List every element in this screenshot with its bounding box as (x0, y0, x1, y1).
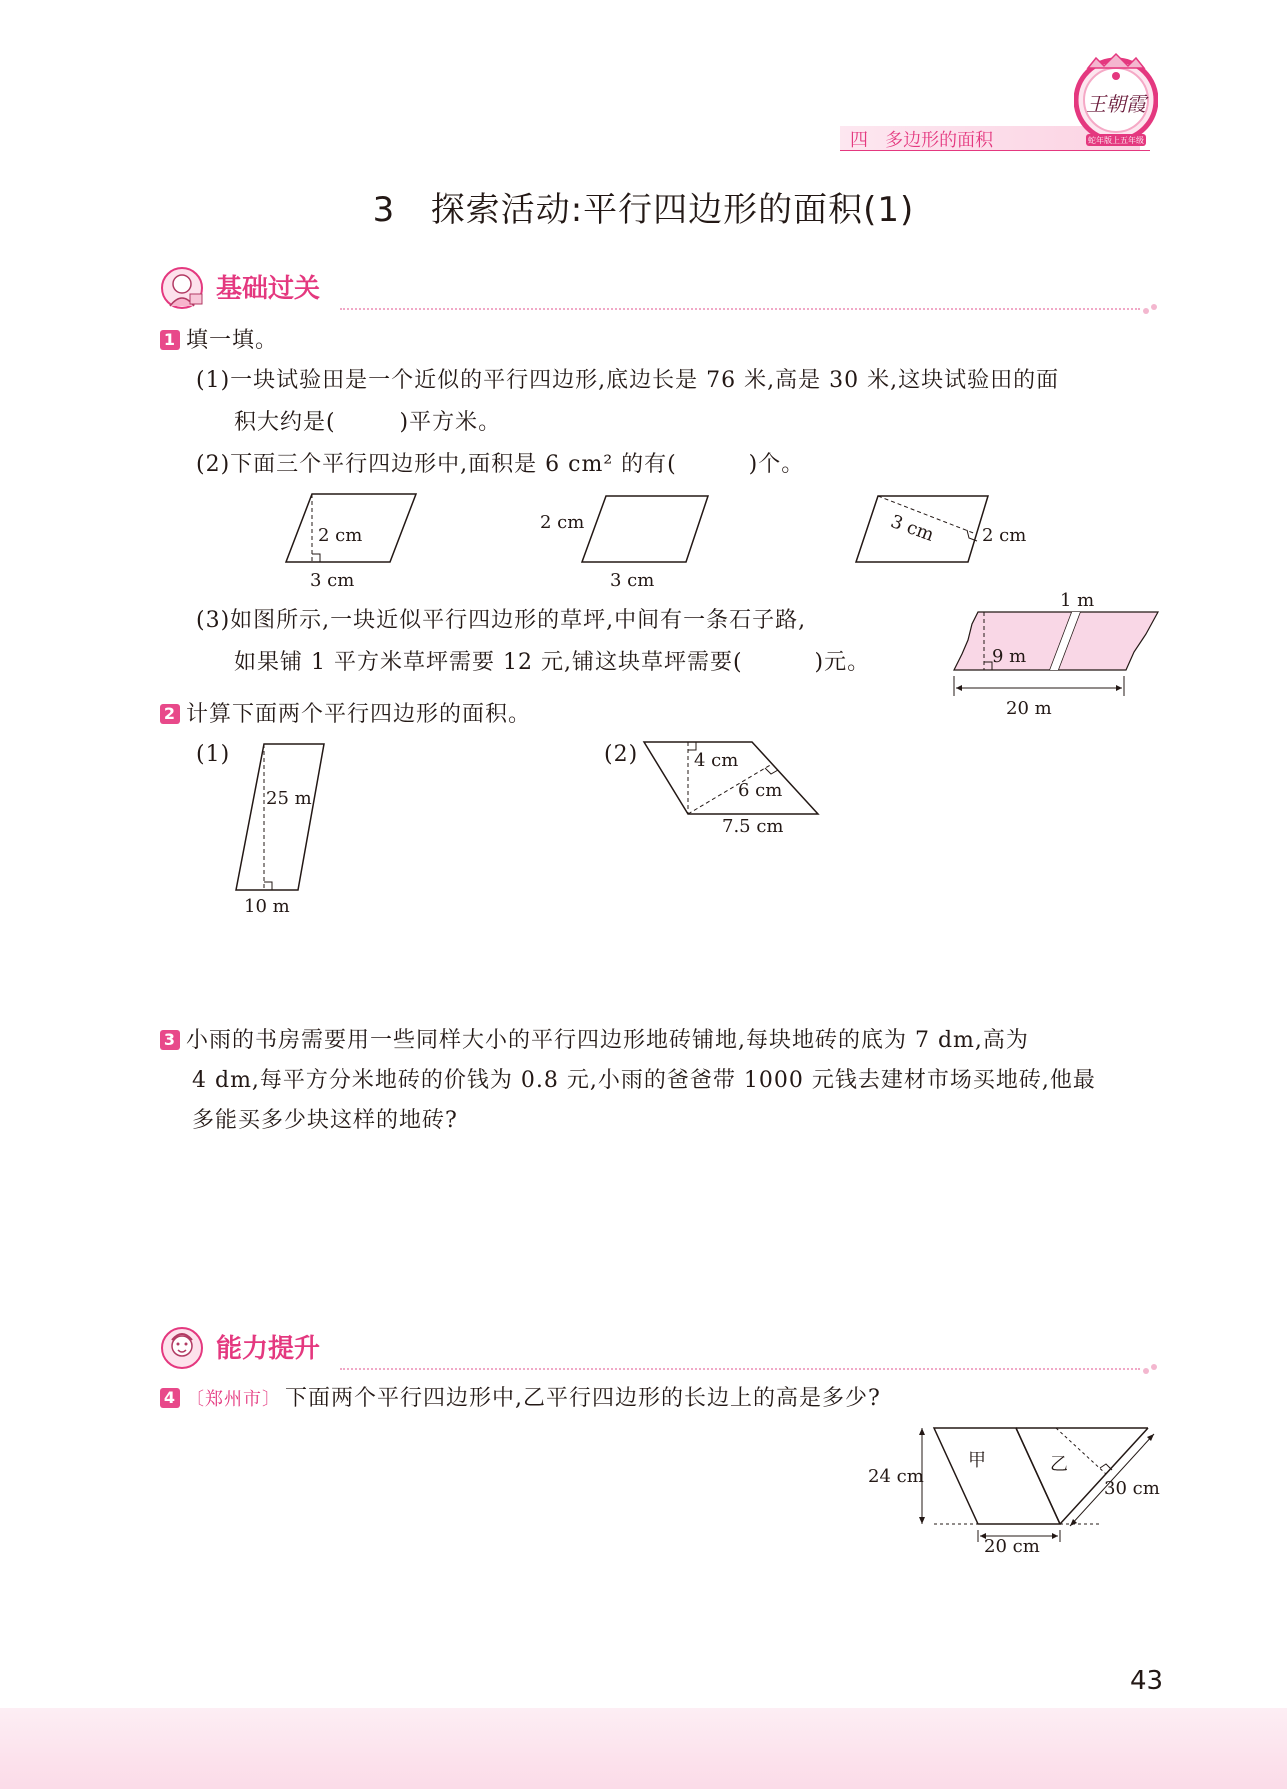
q4-base-label: 20 cm (984, 1536, 1040, 1557)
logo-sub-right: 五年级 (1120, 136, 1144, 145)
mascot-boy-icon (160, 1326, 206, 1372)
q2-heading (160, 700, 531, 730)
q4-number: 4 (160, 1388, 180, 1408)
lawn-base-label: 20 m (1006, 698, 1052, 719)
section-advanced-divider (340, 1368, 1140, 1370)
q4-region-tag: 〔郑州市〕 (186, 1389, 281, 1410)
q2-label-1: (1) (196, 742, 231, 767)
lesson-title: 3 探索活动:平行四边形的面积(1) (372, 190, 915, 230)
chapter-label: 四 多边形的面积 (850, 130, 994, 151)
divider-dots-icon (1142, 300, 1158, 314)
q2-1-height-label: 25 m (266, 788, 312, 809)
figure-q2-1 (230, 740, 330, 900)
page-number: 43 (1130, 1666, 1164, 1696)
section-basic-title: 基础过关 (216, 274, 321, 304)
q1-p1-line2: 积大约是( )平方米。 (234, 410, 502, 435)
lawn-height-label: 9 m (992, 646, 1027, 667)
figure-lawn (948, 604, 1164, 704)
footer-band (0, 1708, 1287, 1789)
logo-text: 王朝霞 (1086, 92, 1146, 116)
q1-heading (160, 326, 278, 356)
section-advanced (160, 1324, 1158, 1372)
mascot-girl-icon (160, 266, 206, 312)
q2-2-h2-label: 6 cm (738, 780, 783, 801)
q1-p2: (2)下面三个平行四边形中,面积是 6 cm² 的有( )个。 (196, 452, 805, 477)
q2-2-h1-label: 4 cm (694, 750, 739, 771)
fig-a-height-label: 2 cm (318, 525, 363, 546)
brand-logo (1074, 48, 1158, 152)
q1-p1-line1: (1)一块试验田是一个近似的平行四边形,底边长是 76 米,高是 30 米,这块试验田的面 (196, 368, 1060, 393)
fig-c-height-label: 2 cm (982, 525, 1027, 546)
fig-b-base-label: 3 cm (610, 570, 655, 591)
q2-label-2: (2) (604, 742, 639, 767)
q4-yi-label: 乙 (1050, 1454, 1068, 1475)
lawn-path-label: 1 m (1060, 590, 1095, 611)
fig-c-diag-label: 3 cm (887, 511, 937, 546)
section-basic (160, 264, 1158, 312)
q3-text-2: 4 dm,每平方分米地砖的价钱为 0.8 元,小雨的爸爸带 1000 元钱去建材市场买地砖,他最 (192, 1068, 1096, 1093)
divider-dots-icon (1142, 1360, 1158, 1374)
q2-1-base-label: 10 m (244, 896, 290, 917)
q3-text-1: 小雨的书房需要用一些同样大小的平行四边形地砖铺地,每块地砖的底为 7 dm,高为 (186, 1028, 1029, 1053)
q4-text: 下面两个平行四边形中,乙平行四边形的长边上的高是多少? (285, 1386, 881, 1411)
q4-heading (160, 1384, 881, 1415)
q3-number: 3 (160, 1030, 180, 1050)
q1-p3-line2: 如果铺 1 平方米草坪需要 12 元,铺这块草坪需要( )元。 (234, 650, 871, 675)
logo-sub-left: 蛇年版上 (1088, 136, 1120, 145)
q2-text: 计算下面两个平行四边形的面积。 (186, 702, 532, 727)
q1-number: 1 (160, 330, 180, 350)
fig-a-base-label: 3 cm (310, 570, 355, 591)
section-basic-divider (340, 308, 1140, 310)
q4-jia-label: 甲 (968, 1450, 986, 1471)
q4-height-label: 24 cm (868, 1466, 924, 1487)
q1-text: 填一填。 (186, 328, 279, 353)
q2-2-base-label: 7.5 cm (722, 816, 784, 837)
q3-line1 (160, 1026, 1029, 1056)
figure-parallelogram-b (576, 488, 726, 578)
q4-side-label: 30 cm (1104, 1478, 1160, 1499)
q2-number: 2 (160, 704, 180, 724)
fig-b-side-label: 2 cm (540, 512, 585, 533)
q1-p3-line1: (3)如图所示,一块近似平行四边形的草坪,中间有一条石子路, (196, 608, 807, 633)
section-advanced-title: 能力提升 (216, 1334, 321, 1364)
q3-text-3: 多能买多少块这样的地砖? (192, 1108, 458, 1133)
